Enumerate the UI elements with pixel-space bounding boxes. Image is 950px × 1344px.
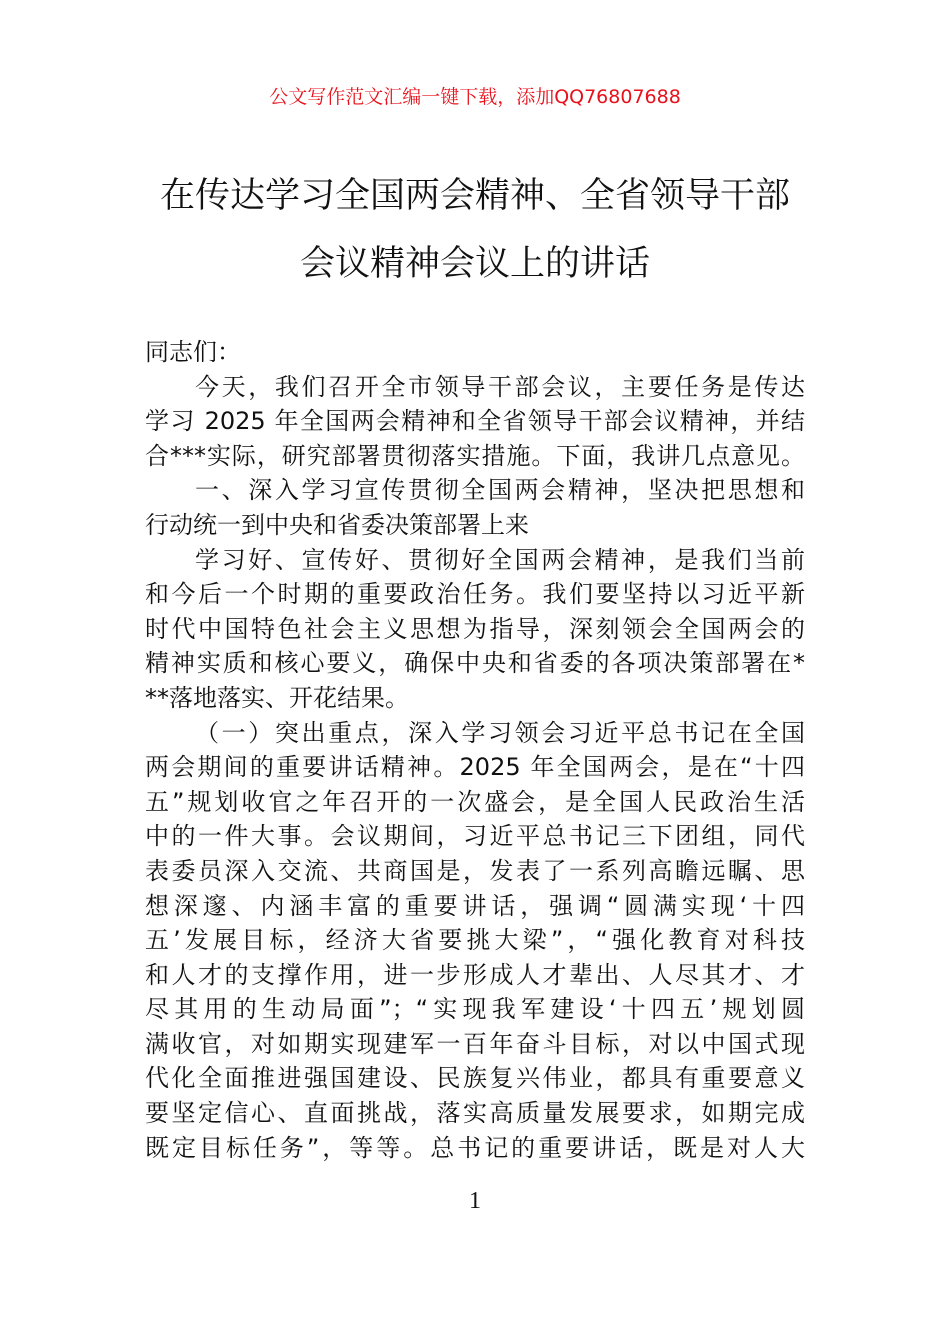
body-text-line: 和人才的支撑作用，进一步形成人才辈出、人尽其才、才 [145,960,805,989]
body-text-line: 同志们： [145,338,241,366]
body-text-line: 和今后一个时期的重要政治任务。我们要坚持以习近平新 [145,580,805,609]
body-text-line: 想深邃、内涵丰富的重要讲话，强调“圆满实现‘十四 [145,891,805,920]
body-text-line: 五”规划收官之年召开的一次盛会，是全国人民政治生活 [145,787,805,816]
body-text-line: 满收官，对如期实现建军一百年奋斗目标，对以中国式现 [145,1029,805,1058]
document-title-line-2: 会议精神会议上的讲话 [299,244,650,284]
body-text-line: 今天，我们召开全市领导干部会议，主要任务是传达 [195,372,805,401]
body-text-line: 时代中国特色社会主义思想为指导，深刻领会全国两会的 [145,614,805,643]
page-number: 1 [469,1188,481,1214]
body-text-line: 中的一件大事。会议期间，习近平总书记三下团组，同代 [145,822,805,851]
body-text-line: 五’发展目标，经济大省要挑大梁”，“强化教育对科技 [145,926,805,955]
document-title-line-1: 在传达学习全国两会精神、全省领导干部 [159,176,790,216]
body-text-line: 表委员深入交流、共商国是，发表了一系列高瞻远瞩、思 [145,856,805,885]
body-text-line: （一）突出重点，深入学习领会习近平总书记在全国 [195,718,805,747]
body-text-line: 代化全面推进强国建设、民族复兴伟业，都具有重要意义 [145,1064,805,1093]
body-text-line: 学习好、宣传好、贯彻好全国两会精神，是我们当前 [195,545,805,574]
body-text-line: 精神实质和核心要义，确保中央和省委的各项决策部署在* [145,649,805,678]
body-text-line: 既定目标任务”，等等。总书记的重要讲话，既是对人大 [145,1133,805,1162]
header-download-note: 公文写作范文汇编一键下载，添加QQ76807688 [269,86,681,108]
body-text-line: 行动统一到中央和省委决策部署上来 [145,510,529,539]
body-text-line: 学习 2025 年全国两会精神和全省领导干部会议精神，并结 [145,407,805,436]
body-text-line: 两会期间的重要讲话精神。2025 年全国两会，是在“十四 [145,753,805,782]
body-text-line: 合***实际，研究部署贯彻落实措施。下面，我讲几点意见。 [145,441,805,470]
body-text-line: **落地落实、开花结果。 [145,683,409,712]
body-text-line: 尽其用的生动局面”；“实现我军建设‘十四五’规划圆 [145,995,805,1024]
body-text-line: 要坚定信心、直面挑战，落实高质量发展要求，如期完成 [145,1099,805,1128]
body-text-line: 一、深入学习宣传贯彻全国两会精神，坚决把思想和 [195,476,805,505]
document-body [145,335,805,1165]
